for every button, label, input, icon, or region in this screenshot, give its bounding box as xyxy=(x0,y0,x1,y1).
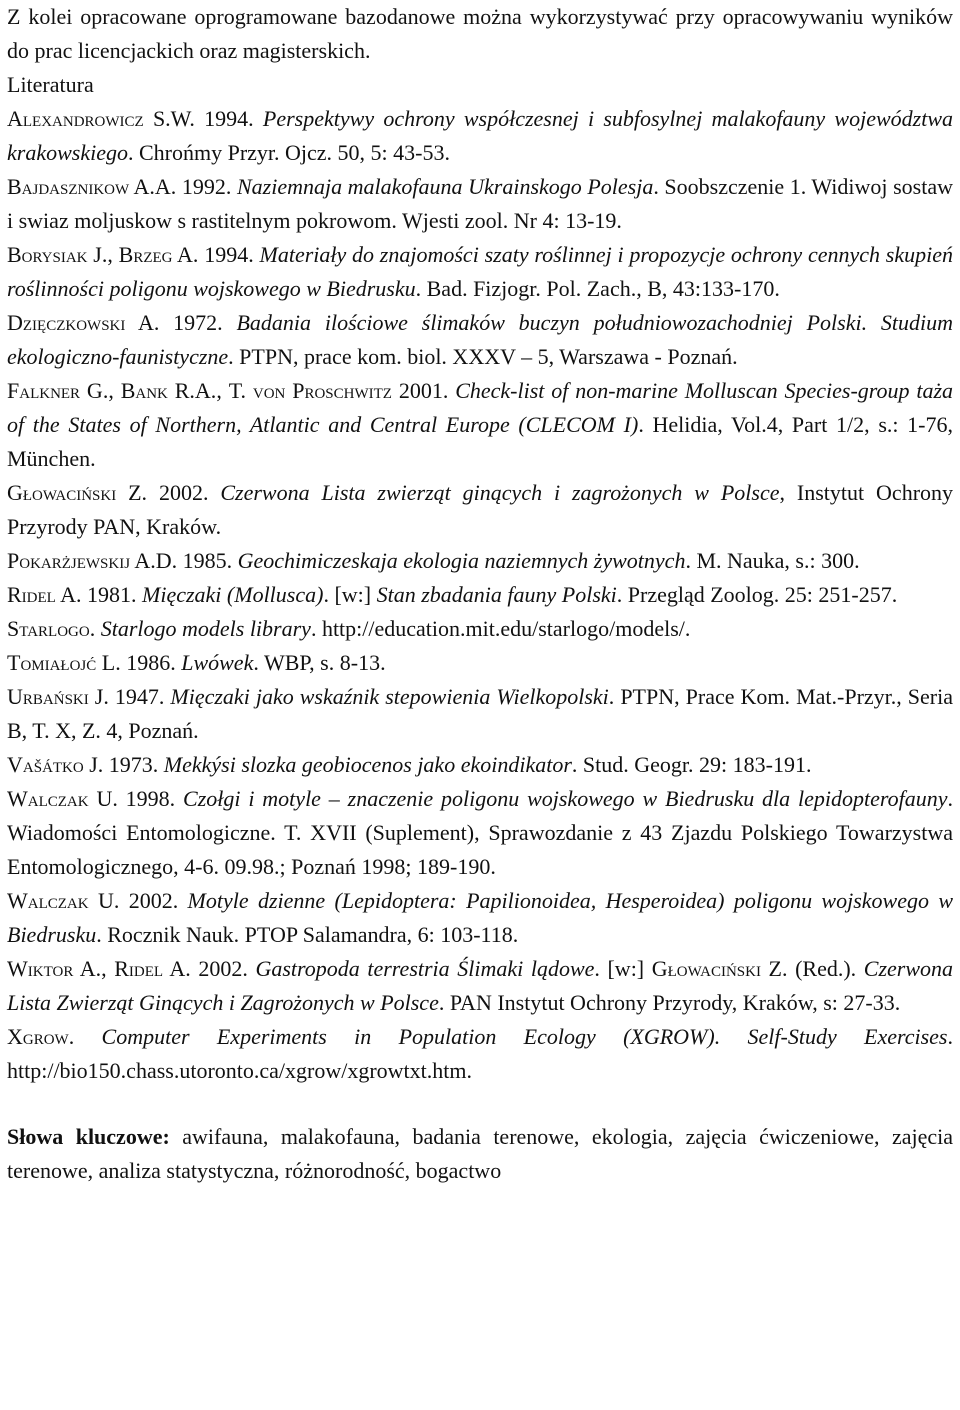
reference-text: 2001. xyxy=(391,378,456,403)
reference-text: . xyxy=(89,616,101,641)
reference-title: Mięczaki (Mollusca) xyxy=(142,582,324,607)
reference-text: 2002. xyxy=(119,888,188,913)
keywords-text: awifauna, malakofauna, badania terenowe, ekologia, zajęcia ćwiczeniowe, zajęcia terenowe, analiza statystyczna, różnorodność, bogactwo xyxy=(7,1124,953,1183)
intro-paragraph xyxy=(7,0,953,68)
reference-text: . Bad. Fizjogr. Pol. Zach., B, 43:133-170. xyxy=(415,276,780,301)
reference-text: . xyxy=(68,1024,102,1049)
reference-text: . PAN Instytut Ochrony Przyrody, Kraków, s: 27-33. xyxy=(438,990,901,1015)
reference-entry xyxy=(7,374,953,476)
reference-author: Ridel A. xyxy=(7,582,82,607)
reference-text: 1994. xyxy=(198,242,260,267)
reference-title: Stan zbadania fauny Polski xyxy=(376,582,617,607)
reference-author: Starlogo xyxy=(7,616,90,641)
reference-text: . Chrońmy Przyr. Ojcz. 50, 5: 43-53. xyxy=(127,140,450,165)
reference-entry xyxy=(7,170,953,238)
reference-entry xyxy=(7,680,953,748)
reference-title: Lwówek xyxy=(181,650,254,675)
reference-author: Ridel A. xyxy=(114,956,191,981)
reference-text: . http://education.mit.edu/starlogo/models/. xyxy=(310,616,691,641)
reference-title: Computer Experiments in Population Ecology (XGROW). Self-Study Exercises xyxy=(101,1024,948,1049)
reference-entry xyxy=(7,544,953,578)
reference-text: , xyxy=(107,242,119,267)
reference-text: 1994. xyxy=(194,106,263,131)
reference-author: Walczak U. xyxy=(7,786,118,811)
reference-text: . Rocznik Nauk. PTOP Salamandra, 6: 103-118. xyxy=(96,922,519,947)
reference-title: Naziemnaja malakofauna Ukrainskogo Polesja xyxy=(236,174,654,199)
reference-title: Badania ilościowe ślimaków buczyn południowozachodniej Polski. Studium ekologiczno-faunistyczne xyxy=(7,310,954,369)
reference-entry xyxy=(7,748,953,782)
reference-author: Borysiak J. xyxy=(7,242,108,267)
reference-author: Walczak U. xyxy=(7,888,120,913)
reference-entry xyxy=(7,952,953,1020)
reference-text: . M. Nauka, s.: 300. xyxy=(685,548,860,573)
reference-text: 2002. xyxy=(147,480,221,505)
reference-text: . Stud. Geogr. 29: 183-191. xyxy=(571,752,812,777)
reference-text: , xyxy=(101,956,115,981)
reference-text: 1992. xyxy=(176,174,237,199)
reference-text: 1985. xyxy=(177,548,238,573)
reference-title: Mekkýsi slozka geobiocenos jako ekoindikator xyxy=(163,752,572,777)
reference-title: Mięczaki jako wskaźnik stepowienia Wielkopolski xyxy=(170,684,609,709)
reference-text: 1972. xyxy=(159,310,237,335)
reference-text: . Helidia, Vol.4, Part 1/2, s.: 1-76, München. xyxy=(7,412,954,471)
reference-text: , xyxy=(216,378,229,403)
reference-text: . Przegląd Zoolog. 25: 251-257. xyxy=(616,582,898,607)
reference-author: Głowaciński Z. xyxy=(651,956,788,981)
reference-author: Bank R.A. xyxy=(120,378,217,403)
reference-author: Pokarżjewskij A.D. xyxy=(7,548,178,573)
reference-text: 1973. xyxy=(103,752,164,777)
reference-entry xyxy=(7,612,953,646)
reference-title: Starlogo models library xyxy=(100,616,311,641)
reference-text: 1947. xyxy=(108,684,171,709)
keywords-paragraph xyxy=(7,1120,953,1188)
reference-entry xyxy=(7,578,953,612)
reference-text: 2002. xyxy=(190,956,256,981)
reference-text: , Instytut Ochrony Przyrody PAN, Kraków. xyxy=(7,480,954,539)
reference-author: Falkner G. xyxy=(7,378,109,403)
reference-author: Alexandrowicz S.W. xyxy=(7,106,195,131)
reference-author: Głowaciński Z. xyxy=(7,480,148,505)
reference-text: . http://bio150.chass.utoronto.ca/xgrow/xgrowtxt.htm. xyxy=(7,1024,953,1083)
reference-author: Urbański J. xyxy=(7,684,109,709)
reference-author: Xgrow xyxy=(7,1024,69,1049)
reference-text: . PTPN, Prace Kom. Mat.-Przyr., Seria B, T. X, Z. 4, Poznań. xyxy=(7,684,954,743)
reference-title: Gastropoda terrestria Ślimaki lądowe xyxy=(255,956,595,981)
reference-entry xyxy=(7,306,953,374)
reference-text: . Soobszczenie 1. Widiwoj sostaw i swiaz moljuskow s rastitelnym pokrowom. Wjesti zool. Nr 4: 13-19. xyxy=(7,174,953,233)
reference-entry xyxy=(7,102,953,170)
reference-author: Vašátko J. xyxy=(7,752,104,777)
reference-author: Brzeg A. xyxy=(118,242,199,267)
reference-title: Check-list of non-marine Molluscan Species-group taża of the States of Northern, Atlantic and Central Europe (CLECOM I) xyxy=(7,378,954,437)
reference-entry xyxy=(7,782,953,884)
reference-title: Czerwona Lista zwierząt ginących i zagrożonych w Polsce xyxy=(220,480,780,505)
reference-entry xyxy=(7,646,953,680)
reference-text: . WBP, s. 8-13. xyxy=(253,650,386,675)
reference-title: Materiały do znajomości szaty roślinnej i propozycje ochrony cennych skupień roślinności poligonu wojskowego w Biedrusku xyxy=(7,242,954,301)
reference-author: Bajdasznikow A.A. xyxy=(7,174,177,199)
reference-entry xyxy=(7,238,953,306)
reference-text: 1986. xyxy=(120,650,182,675)
reference-title: Czerwona Lista Zwierząt Ginących i Zagrożonych w Polsce xyxy=(7,956,954,1015)
reference-title: Motyle dzienne (Lepidoptera: Papilionoidea, Hesperoidea) poligonu wojskowego w Biedrusku xyxy=(7,888,954,947)
reference-text: . Wiadomości Entomologiczne. T. XVII (Suplement), Sprawozdanie z 43 Zjazdu Polskiego Towarzystwa Entomologicznego, 4-6. 09.98.; Poznań 1998; 189-190. xyxy=(7,786,954,879)
spacer xyxy=(7,1088,953,1120)
reference-author: Dzięczkowski A. xyxy=(7,310,160,335)
keywords-label: Słowa kluczowe: xyxy=(7,1124,170,1149)
reference-text: 1998. xyxy=(117,786,184,811)
references-list xyxy=(7,102,953,1088)
reference-author: Wiktor A. xyxy=(7,956,102,981)
reference-text: (Red.). xyxy=(787,956,864,981)
reference-title: Czołgi i motyle – znaczenie poligonu wojskowego w Biedrusku dla lepidopterofauny xyxy=(183,786,948,811)
reference-text: 1981. xyxy=(81,582,143,607)
reference-title: Perspektywy ochrony współczesnej i subfosylnej malakofauny województwa krakowskiego xyxy=(7,106,954,165)
reference-entry xyxy=(7,1020,953,1088)
reference-text: . [w:] xyxy=(323,582,377,607)
reference-author: T. von Proschwitz xyxy=(228,378,392,403)
reference-text: . PTPN, prace kom. biol. XXXV – 5, Warszawa - Poznań. xyxy=(228,344,738,369)
reference-text: . [w:] xyxy=(594,956,652,981)
reference-entry xyxy=(7,476,953,544)
reference-entry xyxy=(7,884,953,952)
reference-title: Geochimiczeskaja ekologia naziemnych żywotnych xyxy=(237,548,686,573)
reference-text: , xyxy=(108,378,121,403)
references-heading: Literatura xyxy=(7,72,94,97)
reference-author: Tomiałojć L. xyxy=(7,650,121,675)
intro-text: Z kolei opracowane oprogramowane bazodanowe można wykorzystywać przy opracowywaniu wyników do prac licencjackich oraz magisterskich. xyxy=(7,4,953,63)
